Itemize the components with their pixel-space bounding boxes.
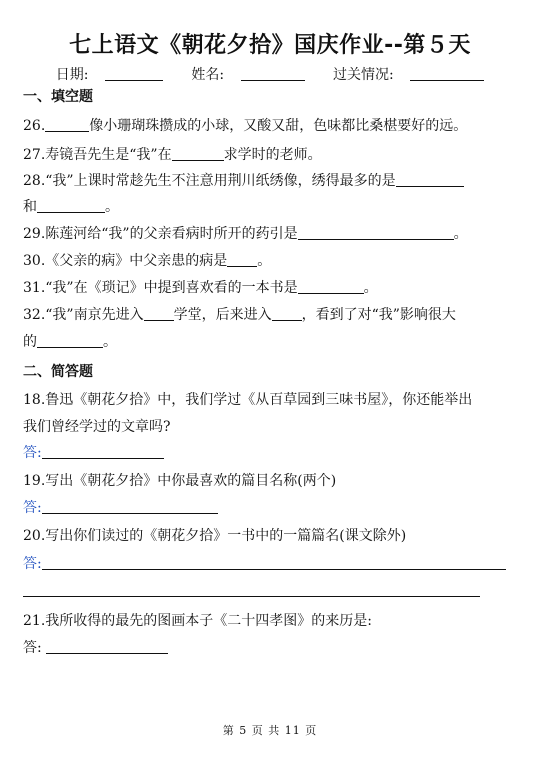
question-27-text-before: 27.寿镜吾先生是“我”在 [23, 147, 172, 163]
question-32 [23, 304, 456, 324]
question-21-answer [23, 637, 168, 657]
page-title: 七上语文《朝花夕拾》国庆作业--第５天 [69, 33, 471, 58]
question-32-blank-3[interactable] [37, 333, 103, 348]
name-field [185, 67, 310, 83]
question-28-line2 [23, 196, 119, 216]
question-18-answer-blank[interactable] [42, 444, 164, 459]
question-31-end: 。 [363, 280, 378, 296]
question-32-of: 的 [23, 334, 37, 350]
question-27 [23, 144, 322, 164]
question-31 [23, 277, 378, 297]
question-19-answer [23, 497, 218, 517]
question-18-line1: 18.鲁迅《朝花夕拾》中，我们学过《从百草园到三味书屋》，你还能举出 [23, 392, 473, 408]
question-27-text-after: 求学时的老师。 [223, 147, 322, 163]
name-label: 姓名: [191, 67, 225, 83]
answer-label: 答: [23, 556, 42, 572]
question-26-blank[interactable] [45, 117, 89, 132]
question-32-blank-1[interactable] [144, 306, 174, 321]
question-32-line2 [23, 331, 117, 351]
status-blank[interactable] [410, 66, 484, 81]
question-31-text: 31.“我”在《琐记》中提到喜欢看的一本书是 [23, 280, 298, 296]
section-fill-in-heading: 一、填空题 [23, 89, 93, 105]
question-30 [23, 250, 271, 270]
question-30-end: 。 [257, 253, 272, 269]
question-31-blank[interactable] [298, 279, 364, 294]
question-20-answer [23, 553, 506, 573]
question-32-blank-2[interactable] [272, 306, 302, 321]
name-blank[interactable] [241, 66, 305, 81]
question-32-text-3: ，看到了对“我”影响很大 [301, 307, 456, 323]
status-label: 过关情况: [333, 67, 394, 83]
question-20-answer-blank[interactable] [42, 555, 506, 570]
date-blank[interactable] [105, 66, 163, 81]
question-32-text-2: 学堂，后来进入 [173, 307, 272, 323]
question-19-answer-blank[interactable] [42, 499, 218, 514]
answer-label: 答: [23, 445, 42, 461]
question-29 [23, 223, 468, 243]
section-short-answer-heading: 二、简答题 [23, 364, 93, 380]
question-26-number: 26. [23, 118, 46, 134]
question-28-end: 。 [105, 199, 119, 215]
question-18-line2: 我们曾经学过的文章吗? [23, 419, 171, 435]
date-field [50, 67, 169, 83]
question-28-text: 28.“我”上课时常趁先生不注意用荆川纸绣像，绣得最多的是 [23, 173, 396, 189]
question-28 [23, 170, 464, 190]
question-26-text: 像小珊瑚珠攒成的小球，又酸又甜，色味都比桑椹要好的远。 [89, 118, 468, 134]
question-21-answer-blank[interactable] [46, 639, 168, 654]
page-footer: 第 5 页 共 11 页 [222, 724, 318, 737]
student-info-row [0, 64, 540, 84]
question-21: 21.我所收得的最先的图画本子《二十四孝图》的来历是: [23, 613, 372, 629]
question-30-blank[interactable] [227, 252, 257, 267]
question-27-blank[interactable] [172, 146, 224, 161]
question-20: 20.写出你们读过的《朝花夕拾》一书中的一篇篇名(课文除外) [23, 528, 407, 544]
date-label: 日期: [55, 67, 89, 83]
question-32-text-1: 32.“我”南京先进入 [23, 307, 144, 323]
question-32-end: 。 [103, 334, 117, 350]
answer-label: 答: [23, 500, 42, 516]
question-29-end: 。 [453, 226, 468, 242]
question-26 [23, 115, 467, 135]
question-29-text: 29.陈莲河给“我”的父亲看病时所开的药引是 [23, 226, 298, 242]
question-19: 19.写出《朝花夕拾》中你最喜欢的篇目名称(两个) [23, 473, 337, 489]
question-28-blank-2[interactable] [37, 198, 105, 213]
question-28-and: 和 [23, 199, 37, 215]
question-18-answer [23, 442, 164, 462]
question-30-text: 30.《父亲的病》中父亲患的病是 [23, 253, 228, 269]
answer-label: 答: [23, 640, 42, 656]
question-28-blank-1[interactable] [396, 172, 464, 187]
status-field [327, 67, 490, 83]
question-20-answer-line-2[interactable] [23, 596, 480, 597]
question-29-blank[interactable] [298, 225, 454, 240]
